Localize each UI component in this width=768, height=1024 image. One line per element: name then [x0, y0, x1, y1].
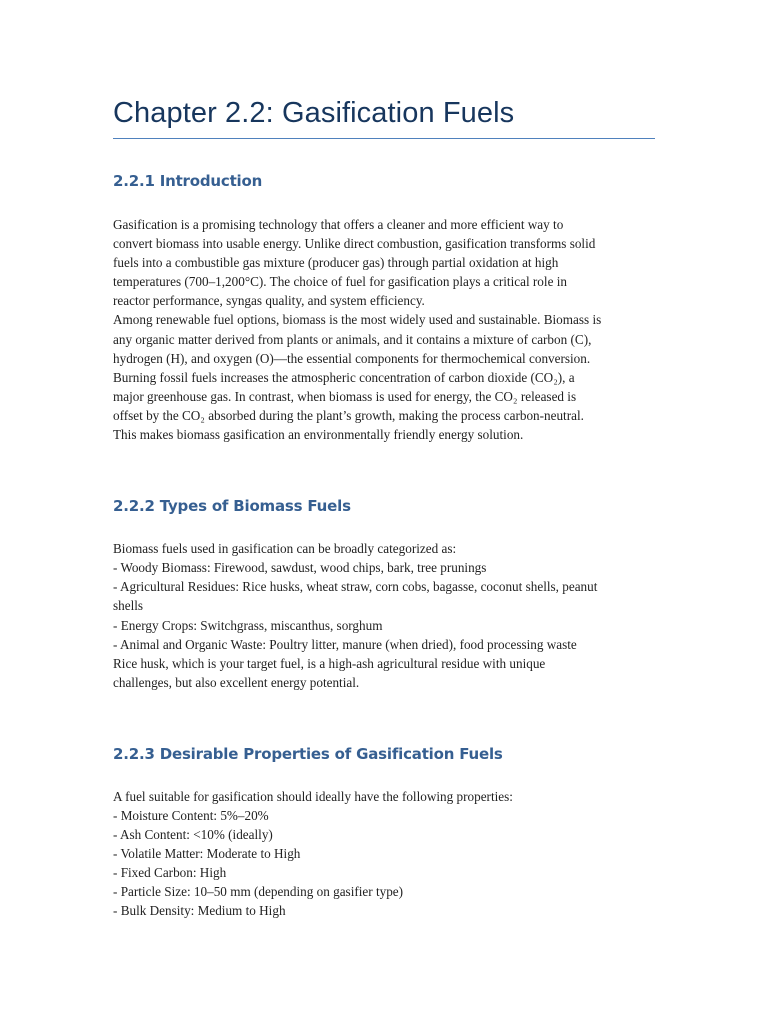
- text-line: fuels into a combustible gas mixture (producer gas) through partial oxidation at high: [113, 255, 559, 271]
- list-item: - Agricultural Residues: Rice husks, wheat straw, corn cobs, bagasse, coconut shells, peanut: [113, 579, 598, 595]
- section-heading-desirable-properties: 2.2.3 Desirable Properties of Gasification Fuels: [113, 744, 503, 763]
- document-content: [113, 93, 658, 921]
- title-underline: [113, 138, 655, 139]
- text-line: reactor performance, syngas quality, and system efficiency.: [113, 293, 425, 309]
- text-line: challenges, but also excellent energy potential.: [113, 674, 360, 690]
- text-line: Among renewable fuel options, biomass is the most widely used and sustainable. Biomass is: [113, 312, 602, 328]
- text-line: Rice husk, which is your target fuel, is a high-ash agricultural residue with unique: [113, 655, 546, 671]
- list-item: shells: [113, 598, 144, 614]
- section-heading-introduction: 2.2.1 Introduction: [113, 172, 263, 190]
- chapter-title: Chapter 2.2: Gasification Fuels: [113, 97, 515, 129]
- text-line: offset by the CO₂ absorbed during the plant’s growth, making the process carbon-neutral.: [113, 407, 584, 423]
- list-item: - Woody Biomass: Firewood, sawdust, wood chips, bark, tree prunings: [113, 560, 487, 576]
- text-line: convert biomass into usable energy. Unlike direct combustion, gasification transforms solid: [113, 236, 596, 252]
- text-line: hydrogen (H), and oxygen (O)—the essential components for thermochemical conversion.: [113, 350, 591, 366]
- text-line: Burning fossil fuels increases the atmospheric concentration of carbon dioxide (CO₂), a: [113, 369, 575, 385]
- text-line: any organic matter derived from plants or animals, and it contains a mixture of carbon (C),: [113, 331, 592, 347]
- list-item: - Particle Size: 10–50 mm (depending on gasifier type): [113, 884, 404, 900]
- text-line: major greenhouse gas. In contrast, when biomass is used for energy, the CO₂ released is: [113, 388, 577, 404]
- text-line: Gasification is a promising technology that offers a cleaner and more efficient way to: [113, 217, 564, 232]
- text-line: A fuel suitable for gasification should ideally have the following properties:: [113, 788, 513, 804]
- list-item: - Volatile Matter: Moderate to High: [113, 846, 301, 862]
- list-item: - Fixed Carbon: High: [113, 865, 227, 881]
- list-item: - Ash Content: <10% (ideally): [113, 827, 273, 843]
- list-item: - Energy Crops: Switchgrass, miscanthus, sorghum: [113, 617, 383, 633]
- text-line: This makes biomass gasification an environmentally friendly energy solution.: [113, 427, 524, 443]
- list-item: - Animal and Organic Waste: Poultry litter, manure (when dried), food processing waste: [113, 636, 577, 652]
- section-body-desirable-properties: [113, 787, 658, 921]
- text-line: temperatures (700–1,200°C). The choice of fuel for gasification plays a critical role in: [113, 274, 567, 290]
- list-item: - Moisture Content: 5%–20%: [113, 807, 269, 823]
- list-item: - Bulk Density: Medium to High: [113, 903, 286, 919]
- section-body-introduction: [113, 215, 658, 444]
- section-body-types-of-biomass: [113, 539, 658, 692]
- text-line: Biomass fuels used in gasification can be broadly categorized as:: [113, 541, 457, 557]
- section-heading-types-of-biomass: 2.2.2 Types of Biomass Fuels: [113, 497, 351, 516]
